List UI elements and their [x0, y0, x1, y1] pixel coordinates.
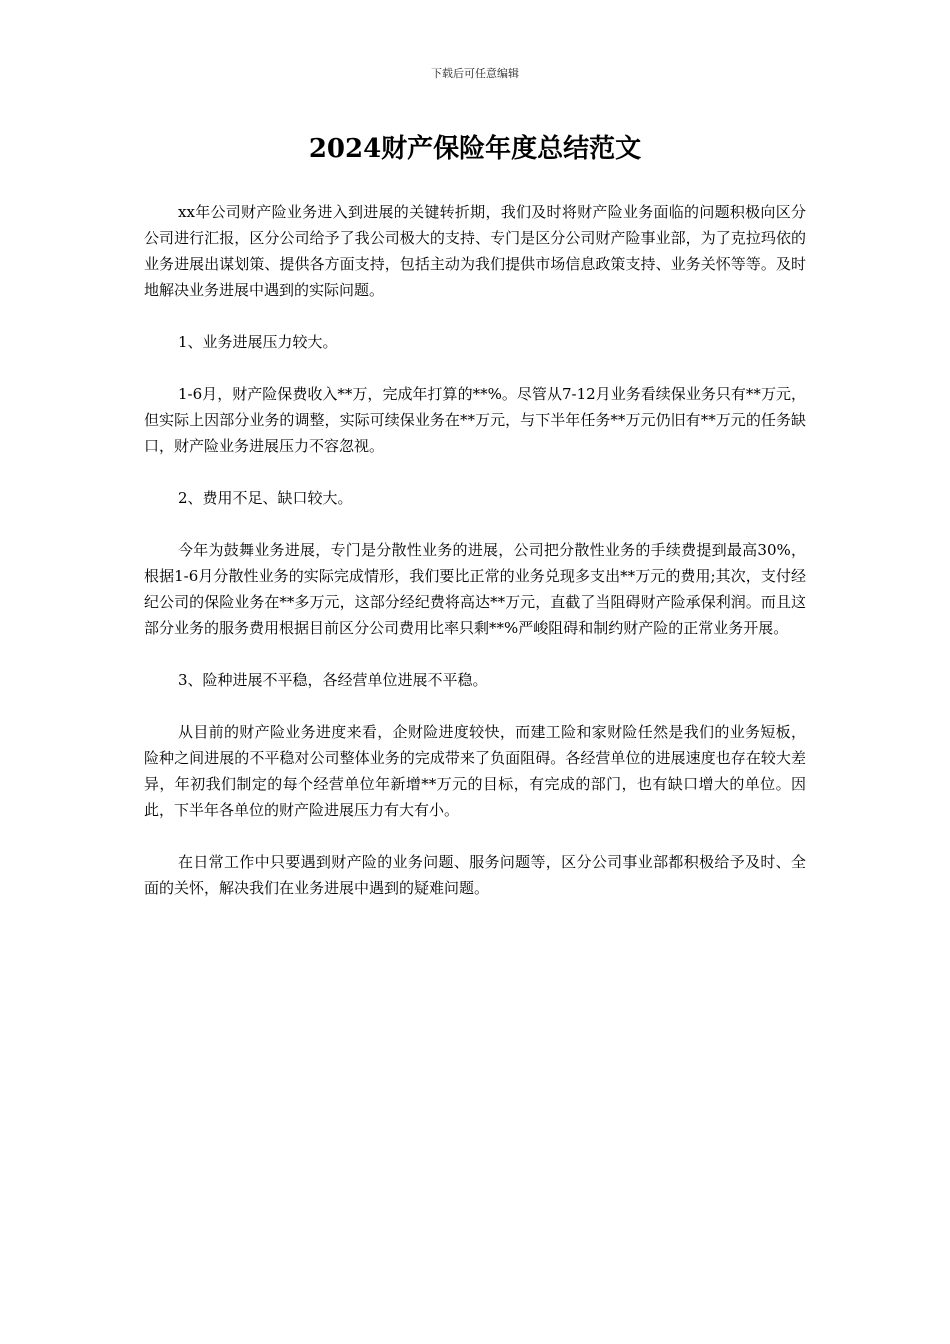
paragraph-closing: 在日常工作中只要遇到财产险的业务问题、服务问题等，区分公司事业部都积极给予及时、全面的关怀，解决我们在业务进展中遇到的疑难问题。 [144, 853, 806, 897]
paragraph-item-2: 今年为鼓舞业务进展，专门是分散性业务的进展，公司把分散性业务的手续费提到最高30%，根据1-6月分散性业务的实际完成情形，我们要比正常的业务兑现多支出**万元的费用;其次，支付经纪公司的保险业务在**多万元，这部分经纪费将高达**万元，直截了当阻碍财产险承保利润。而且这部分业务的服务费用根据目前区分公司费用比率只剩**%严峻阻碍和制约财产险的正常业务开展。 [144, 541, 806, 637]
document-title: 2024财产保险年度总结范文 [308, 134, 642, 164]
paragraph-intro: xx年公司财产险业务进入到进展的关键转折期，我们及时将财产险业务面临的问题积极向区分公司进行汇报，区分公司给予了我公司极大的支持、专门是区分公司财产险事业部，为了克拉玛依的业务进展出谋划策、提供各方面支持，包括主动为我们提供市场信息政策支持、业务关怀等等。及时地解决业务进展中遇到的实际问题。 [144, 203, 806, 299]
paragraph-item-3: 从目前的财产险业务进度来看，企财险进度较快，而建工险和家财险任然是我们的业务短板，险种之间进展的不平稳对公司整体业务的完成带来了负面阻碍。各经营单位的进展速度也存在较大差异，年初我们制定的每个经营单位年新增**万元的目标，有完成的部门，也有缺口增大的单位。因此，下半年各单位的财产险进展压力有大有小。 [144, 723, 806, 819]
paragraph-item-1: 1-6月，财产险保费收入**万，完成年打算的**%。尽管从7-12月业务看续保业务只有**万元，但实际上因部分业务的调整，实际可续保业务在**万元，与下半年任务**万元仍旧有**万元的任务缺口，财产险业务进展压力不容忽视。 [144, 385, 806, 455]
document-body [144, 199, 806, 927]
heading-item-2: 2、费用不足、缺口较大。 [178, 489, 353, 507]
heading-item-1: 1、业务进展压力较大。 [178, 333, 338, 351]
header-note: 下载后可任意编辑 [431, 67, 519, 80]
heading-item-3: 3、险种进展不平稳，各经营单位进展不平稳。 [178, 671, 488, 689]
